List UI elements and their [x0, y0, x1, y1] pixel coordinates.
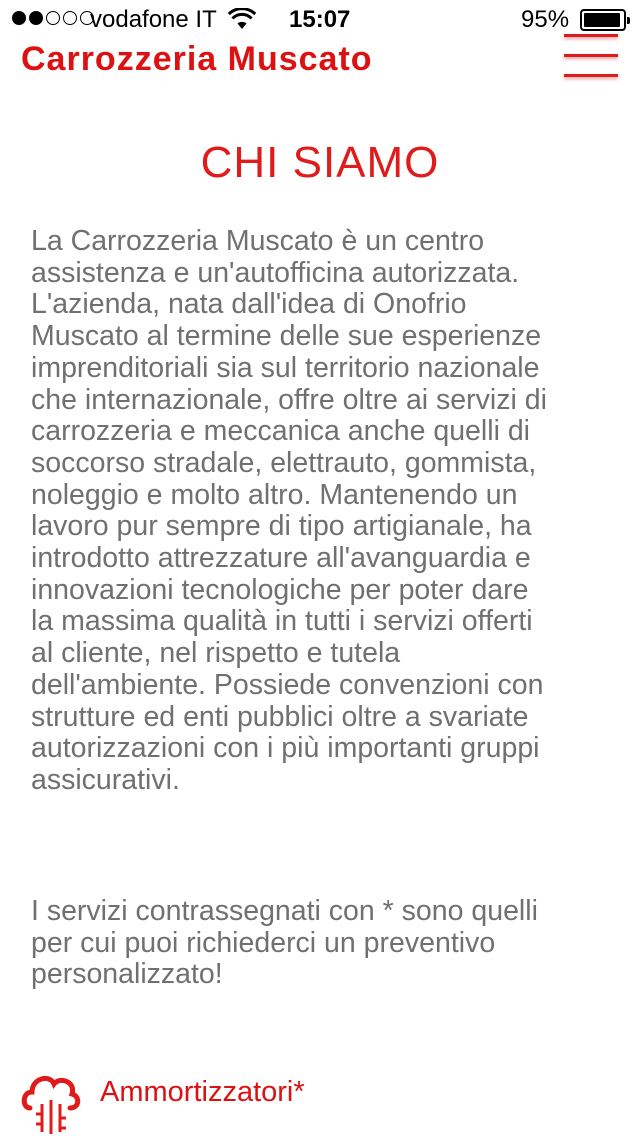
signal-dot-empty	[46, 11, 60, 25]
battery-percentage: 95%	[521, 6, 570, 33]
brand-title[interactable]: Carrozzeria Muscato	[21, 40, 373, 78]
menu-bar-line	[564, 34, 618, 37]
status-bar	[0, 0, 640, 40]
services-note: I servizi contrassegnati con * sono quelli per cui puoi richiederci un preventivo personalizzato!	[31, 895, 538, 991]
battery-icon	[580, 9, 626, 31]
hamburger-menu-icon[interactable]	[564, 34, 618, 80]
battery-level	[584, 13, 620, 27]
menu-bar-line	[564, 74, 618, 77]
signal-dot-filled	[29, 11, 43, 25]
page-title: CHI SIAMO	[200, 138, 440, 187]
wifi-icon	[228, 8, 256, 30]
shock-absorber-icon	[20, 1068, 82, 1136]
battery-tip	[627, 17, 630, 24]
clock: 15:07	[289, 6, 351, 33]
service-item-ammortizzatori[interactable]	[20, 1068, 620, 1136]
signal-dot-empty	[63, 11, 77, 25]
signal-strength-icon	[12, 11, 94, 25]
signal-dot-filled	[12, 11, 26, 25]
menu-bar-line	[564, 54, 618, 57]
carrier-name: vodafone IT	[90, 6, 217, 33]
about-paragraph: La Carrozzeria Muscato è un centro assistenza e un'autofficina autorizzata. L'azienda, nata dall'idea di Onofrio Muscato al termine delle sue esperienze imprenditoriali sia sul territorio nazionale che internazionale, offre oltre ai servizi di carrozzeria e meccanica anche quelli di soccorso stradale, elettrauto, gommista, noleggio e molto altro. Mantenendo un lavoro pur sempre di tipo artigianale, ha introdotto attrezzature all'avanguardia e innovazioni tecnologiche per poter dare la massima qualità in tutti i servizi offerti al cliente, nel rispetto e tutela dell'ambiente. Possiede convenzioni con strutture ed enti pubblici oltre a svariate autorizzazioni con i più importanti gruppi assicurativi.	[31, 225, 547, 796]
service-label: Ammortizzatori*	[100, 1076, 305, 1108]
